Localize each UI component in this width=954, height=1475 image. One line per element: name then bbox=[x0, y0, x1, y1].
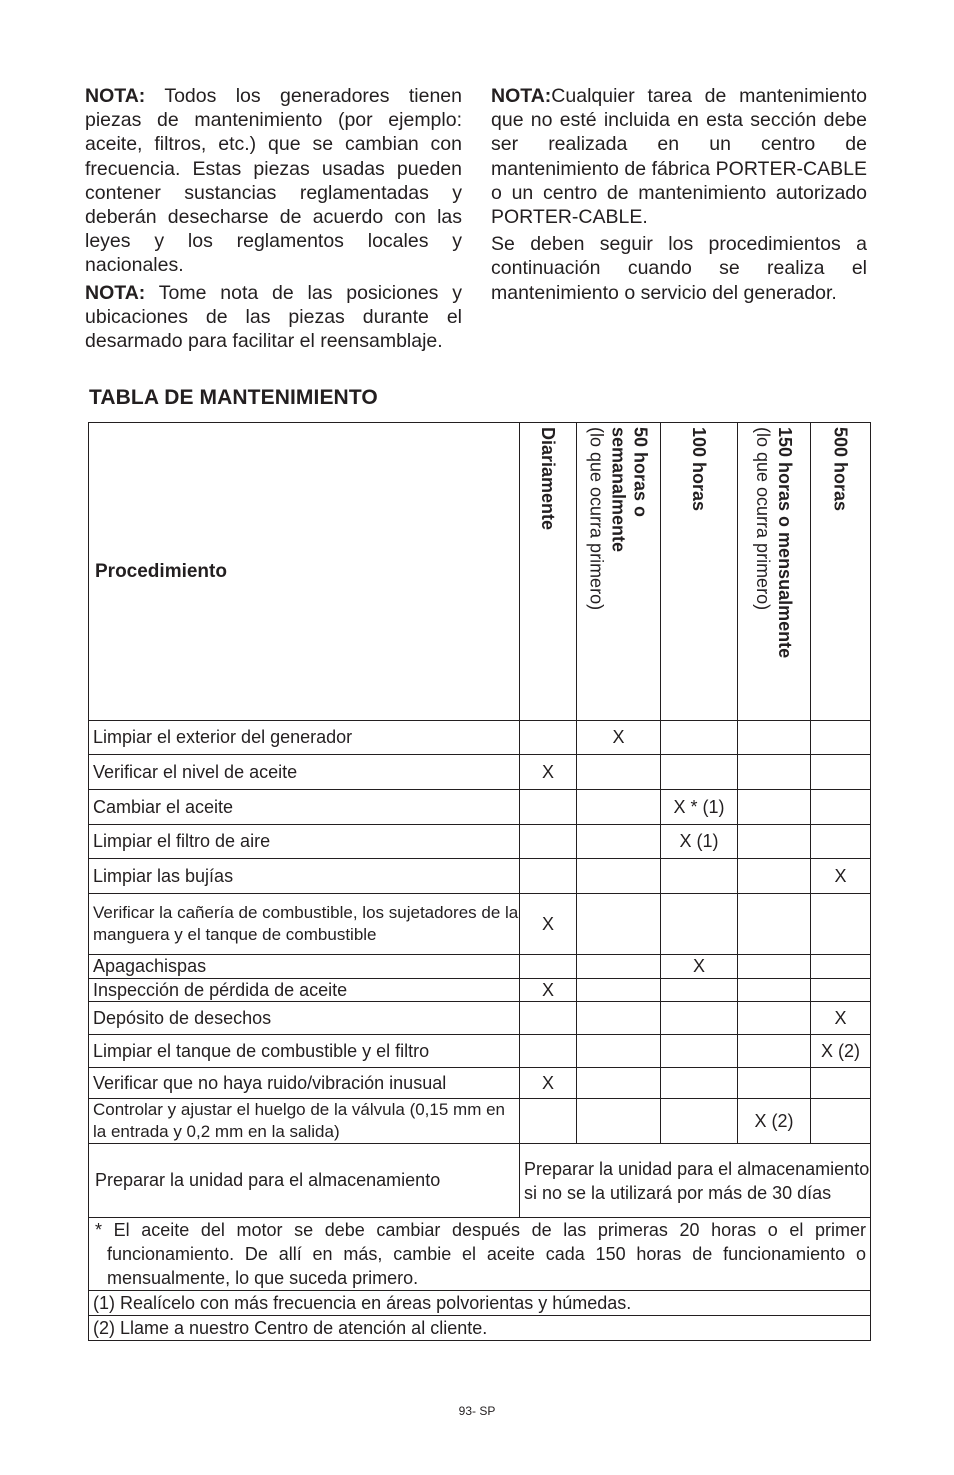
table-row bbox=[89, 721, 871, 755]
interval-cell bbox=[577, 955, 661, 979]
interval-cell: X * (1) bbox=[661, 790, 738, 825]
storage-row bbox=[89, 1144, 871, 1218]
procedure-cell: Verificar la cañería de combustible, los sujetadores de la manguera y el tanque de combustible bbox=[89, 894, 520, 955]
note-text: Todos los generadores tienen piezas de mantenimiento (por ejemplo: aceite, filtros, etc.) que se cambian con frecuencia. Estas piezas usadas pueden contener sustancias reglamentadas y deberán desecharse de acuerdo con las leyes y los reglamentos locales y nacionales. bbox=[85, 85, 462, 277]
footnote-text: (2) Llame a nuestro Centro de atención al cliente. bbox=[89, 1316, 871, 1341]
interval-cell bbox=[520, 1099, 577, 1144]
interval-cell bbox=[738, 979, 811, 1002]
interval-cell bbox=[661, 1002, 738, 1035]
interval-cell bbox=[520, 1035, 577, 1068]
interval-cell bbox=[661, 1099, 738, 1144]
interval-cell bbox=[661, 859, 738, 894]
note-text: Se deben seguir los procedimientos a continuación cuando se realiza el mantenimiento o servicio del generador. bbox=[491, 233, 867, 304]
interval-cell: X bbox=[661, 955, 738, 979]
interval-header-150h: 150 horas o mensualmente (lo que ocurra primero) bbox=[738, 423, 811, 721]
interval-cell bbox=[520, 1002, 577, 1035]
table-row bbox=[89, 859, 871, 894]
interval-cell: X (2) bbox=[738, 1099, 811, 1144]
interval-cell bbox=[661, 979, 738, 1002]
table-header-row bbox=[89, 423, 871, 721]
footnote-text: * El aceite del motor se debe cambiar después de las primeras 20 horas o el primer funcionamiento. De allí en más, cambie el aceite cada 150 horas de funcionamiento o mensualmente, lo que suceda primero. bbox=[89, 1218, 871, 1291]
interval-cell: X bbox=[520, 1068, 577, 1099]
interval-cell bbox=[738, 1068, 811, 1099]
interval-cell: X bbox=[520, 755, 577, 790]
procedure-cell: Verificar que no haya ruido/vibración inusual bbox=[89, 1068, 520, 1099]
procedure-header: Procedimiento bbox=[89, 423, 520, 721]
interval-cell bbox=[811, 825, 871, 859]
table-row bbox=[89, 755, 871, 790]
note-paragraph bbox=[85, 281, 462, 354]
procedure-cell: Limpiar el tanque de combustible y el filtro bbox=[89, 1035, 520, 1068]
footnote-text: (1) Realícelo con más frecuencia en áreas polvorientas y húmedas. bbox=[89, 1291, 871, 1316]
interval-cell bbox=[738, 721, 811, 755]
procedure-cell: Apagachispas bbox=[89, 955, 520, 979]
table-row bbox=[89, 1002, 871, 1035]
interval-cell bbox=[738, 755, 811, 790]
interval-cell bbox=[577, 979, 661, 1002]
interval-cell: X (1) bbox=[661, 825, 738, 859]
maintenance-table bbox=[88, 422, 871, 1341]
interval-cell bbox=[811, 979, 871, 1002]
interval-cell bbox=[577, 1068, 661, 1099]
interval-cell bbox=[577, 859, 661, 894]
procedure-cell: Inspección de pérdida de aceite bbox=[89, 979, 520, 1002]
footnote-row bbox=[89, 1316, 871, 1341]
interval-cell bbox=[577, 755, 661, 790]
interval-cell bbox=[811, 1068, 871, 1099]
table-row bbox=[89, 1099, 871, 1144]
interval-cell bbox=[661, 721, 738, 755]
interval-cell bbox=[577, 894, 661, 955]
storage-note-cell: Preparar la unidad para el almacenamiento si no se la utilizará por más de 30 días bbox=[520, 1144, 871, 1218]
interval-cell bbox=[738, 859, 811, 894]
interval-cell bbox=[577, 790, 661, 825]
interval-header-50h: 50 horas o semanalmente (lo que ocurra primero) bbox=[577, 423, 661, 721]
interval-header-500h: 500 horas bbox=[811, 423, 871, 721]
table-row bbox=[89, 1035, 871, 1068]
interval-cell bbox=[811, 790, 871, 825]
procedure-cell: Limpiar el filtro de aire bbox=[89, 825, 520, 859]
note-paragraph bbox=[491, 232, 867, 305]
note-paragraph bbox=[491, 84, 867, 229]
interval-cell bbox=[738, 1002, 811, 1035]
interval-header-daily: Diariamente bbox=[520, 423, 577, 721]
interval-cell: X bbox=[520, 894, 577, 955]
table-title: TABLA DE MANTENIMIENTO bbox=[89, 386, 378, 409]
table-row bbox=[89, 955, 871, 979]
table-row bbox=[89, 825, 871, 859]
procedure-cell: Verificar el nivel de aceite bbox=[89, 755, 520, 790]
interval-cell bbox=[811, 1099, 871, 1144]
interval-cell: X bbox=[577, 721, 661, 755]
note-text: Cualquier tarea de mantenimiento que no esté incluida en esta sección debe ser realizada en un centro de mantenimiento de fábrica PORTER-CABLE o un centro de mantenimiento autorizado PORTER-CABLE. bbox=[491, 85, 867, 229]
interval-cell: X bbox=[811, 1002, 871, 1035]
interval-cell bbox=[661, 755, 738, 790]
interval-cell bbox=[577, 1002, 661, 1035]
procedure-cell: Limpiar el exterior del generador bbox=[89, 721, 520, 755]
note-label: NOTA: bbox=[491, 85, 552, 107]
interval-cell bbox=[811, 755, 871, 790]
interval-cell bbox=[577, 1035, 661, 1068]
interval-cell: X bbox=[811, 859, 871, 894]
procedure-cell: Depósito de desechos bbox=[89, 1002, 520, 1035]
table-row bbox=[89, 790, 871, 825]
footnote-row bbox=[89, 1218, 871, 1291]
table-row bbox=[89, 1068, 871, 1099]
procedure-cell: Cambiar el aceite bbox=[89, 790, 520, 825]
storage-procedure-cell: Preparar la unidad para el almacenamiento bbox=[89, 1144, 520, 1218]
note-label: NOTA: bbox=[85, 85, 146, 107]
interval-cell bbox=[577, 825, 661, 859]
interval-cell bbox=[577, 1099, 661, 1144]
left-notes-column bbox=[85, 84, 462, 356]
procedure-cell: Controlar y ajustar el huelgo de la válvula (0,15 mm en la entrada y 0,2 mm en la salida) bbox=[89, 1099, 520, 1144]
right-notes-column bbox=[491, 84, 867, 308]
interval-cell bbox=[738, 790, 811, 825]
table-row bbox=[89, 894, 871, 955]
interval-cell: X (2) bbox=[811, 1035, 871, 1068]
interval-cell bbox=[520, 721, 577, 755]
note-text: Tome nota de las posiciones y ubicaciones de las piezas durante el desarmado para facilitar el reensamblaje. bbox=[85, 281, 462, 353]
interval-cell bbox=[738, 894, 811, 955]
interval-cell: X bbox=[520, 979, 577, 1002]
interval-cell bbox=[661, 894, 738, 955]
interval-cell bbox=[520, 859, 577, 894]
note-paragraph bbox=[85, 84, 462, 278]
interval-header-100h: 100 horas bbox=[661, 423, 738, 721]
interval-cell bbox=[738, 955, 811, 979]
interval-cell bbox=[661, 1068, 738, 1099]
table-row bbox=[89, 979, 871, 1002]
interval-cell bbox=[661, 1035, 738, 1068]
interval-cell bbox=[738, 825, 811, 859]
interval-cell bbox=[811, 894, 871, 955]
interval-cell bbox=[738, 1035, 811, 1068]
procedure-cell: Limpiar las bujías bbox=[89, 859, 520, 894]
interval-cell bbox=[520, 825, 577, 859]
interval-cell bbox=[811, 955, 871, 979]
interval-cell bbox=[811, 721, 871, 755]
interval-cell bbox=[520, 790, 577, 825]
page-number: 93- SP bbox=[458, 1404, 496, 1418]
note-label: NOTA: bbox=[85, 281, 146, 304]
footnote-row bbox=[89, 1291, 871, 1316]
interval-cell bbox=[520, 955, 577, 979]
